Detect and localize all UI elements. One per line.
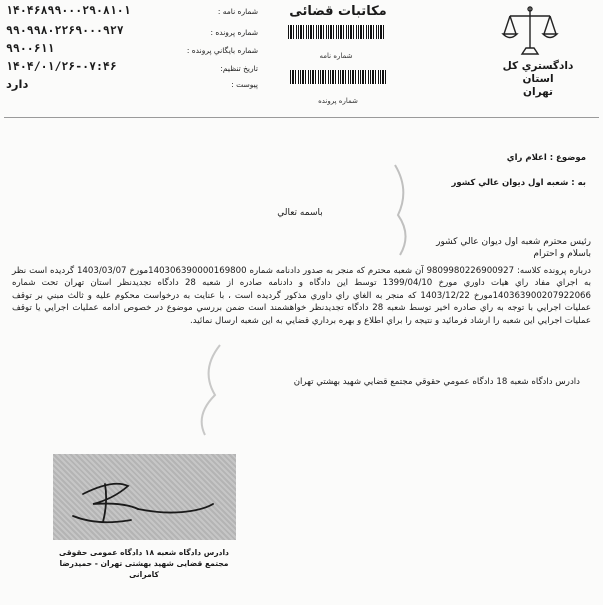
basmala: باسمه تعالي <box>277 208 323 218</box>
greeting-line-1: رئيس محترم شعبه اول ديوان عالي کشور <box>436 237 591 247</box>
watermark-mark-lower <box>170 340 230 440</box>
greeting-line-2: باسلام و احترام <box>533 249 591 259</box>
organization-name <box>488 60 588 99</box>
archive-no-value: ۹۹۰۰۶۱۱ <box>6 41 55 55</box>
signature-caption-line-2: مجتمع قضایی شهید بهشتی تهران - حمیدرضا <box>59 559 229 568</box>
letter-body-paragraph: درباره پرونده کلاسه: 9809980226900927 آن شعبه محترم که منجر به صدور دادنامه شماره 140306390000169800مورخ 1403/03/07 گرديده است نظر به اجراي مفاد راي هيات داوري مورخ 1399/04/10 توسط اين دادگاه و دادنامه صادره از شعبه 28 دادگاه تجديدنظر استان تهران تحت شماره 140363900207922066مورخ 1403/12/22 که منجر به الغاي راي داوري مذکور گرديده است ، با عنايت به درخواست محکوم عليه و ثالث مبني بر توقف عمليات اجرايي با توجه به راي صادره اخير توسط شعبه 28 دادگاه تجديدنظر خواهشمند است ضمن بررسي موضوع در خصوص ادامه عمليات اجرايي يا توقف عمليات اجرايي اين شعبه را ارشاد فرمائيد و نتيجه را براي اطلاع و بهره برداري قضايي به اين شعبه ارسال نمائيد. <box>12 266 592 326</box>
signature-image <box>53 454 236 540</box>
case-barcode <box>290 70 386 84</box>
archive-no-label: شماره بايگاني پرونده : <box>186 46 258 55</box>
recipient-line: به : شعبه اول ديوان عالي کشور <box>451 178 586 188</box>
letter-no-label: شماره نامه : <box>217 7 258 16</box>
org-line-1: دادگستري کل استان <box>502 60 574 85</box>
signatory-title: دادرس دادگاه شعبه 18 دادگاه عمومي حقوقي مجتمع قضايي شهيد بهشتي تهران <box>293 377 580 387</box>
document-title: مکاتبات قضائی <box>289 4 387 19</box>
letter-barcode <box>288 25 384 39</box>
greeting <box>91 236 591 260</box>
attachment-value: دارد <box>6 77 29 91</box>
case-barcode-caption: شماره پرونده <box>318 97 358 105</box>
letterhead <box>0 0 603 118</box>
date-value: ۱۴۰۴/۰۱/۲۶-۰۷:۴۶ <box>6 59 117 73</box>
case-no-label: شماره پرونده : <box>210 28 258 37</box>
letter-no-value: ۱۴۰۴۶۸۹۹۰۰۰۲۹۰۸۱۰۱ <box>6 3 131 17</box>
scales-of-justice-icon <box>500 4 560 58</box>
case-no-value: ۹۹۰۹۹۸۰۲۲۶۹۰۰۰۹۲۷ <box>6 23 124 37</box>
signature-caption <box>44 547 244 580</box>
org-line-2: تهران <box>523 86 553 98</box>
attachment-label: پيوست : <box>231 80 258 89</box>
letter-barcode-caption: شماره نامه <box>319 52 353 60</box>
date-label: تاريخ تنظيم: <box>220 64 258 73</box>
subject-line: موضوع : اعلام راي <box>506 153 586 163</box>
header-divider <box>4 117 599 118</box>
signature-caption-line-3: کامرانی <box>129 570 159 579</box>
signature-scribble-icon <box>53 454 236 540</box>
signature-caption-line-1: دادرس دادگاه شعبه ۱۸ دادگاه عمومی حقوقی <box>59 548 229 557</box>
